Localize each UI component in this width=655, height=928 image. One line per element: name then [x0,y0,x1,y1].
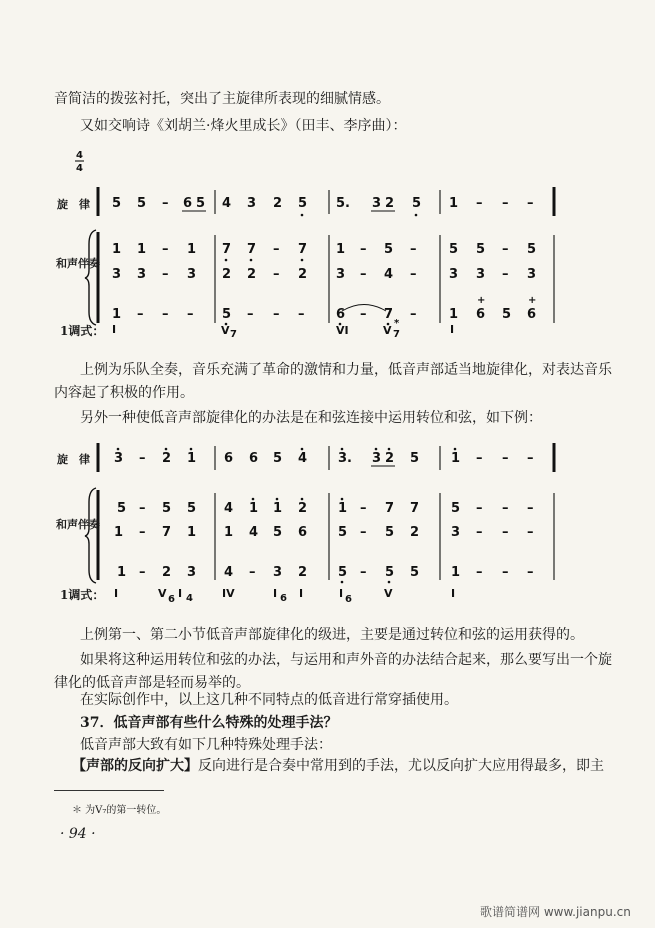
svg-text:I: I [112,323,117,336]
svg-text:3: 3 [449,267,459,282]
text-line: 内容起了积极的作用。 [54,385,194,401]
svg-text:6: 6 [527,307,537,322]
svg-text:2: 2 [298,565,308,580]
svg-text:–: – [162,267,169,282]
svg-text:5: 5 [410,565,420,580]
svg-text:–: – [476,525,483,540]
svg-text:–: – [527,196,534,211]
svg-text:7: 7 [247,242,257,257]
svg-text:5: 5 [298,196,308,211]
svg-text:6: 6 [183,196,193,211]
svg-text:–: – [162,242,169,257]
svg-text:1: 1 [249,501,259,516]
text-line: 上例第一、第二小节低音声部旋律化的级进，主要是通过转位和弦的运用获得的。 [80,627,584,643]
svg-text:1: 1 [187,451,197,466]
chord-row [114,587,455,605]
svg-text:–: – [273,267,280,282]
svg-text:5: 5 [385,565,395,580]
svg-text:6: 6 [476,307,486,322]
svg-text:1: 1 [451,565,461,580]
page-number: · 94 · [60,826,96,842]
svg-text:–: – [502,565,509,580]
svg-text:5: 5 [162,501,172,516]
svg-text:2: 2 [222,267,232,282]
svg-text:–: – [527,501,534,516]
svg-text:6: 6 [298,525,308,540]
svg-text:3: 3 [372,451,382,466]
svg-text:I: I [299,587,304,600]
svg-text:–: – [410,267,417,282]
footnote: ＊ 为V₇的第一转位。 [72,805,167,816]
melody-row [114,448,534,466]
svg-text:3: 3 [336,267,346,282]
svg-text:5: 5 [196,196,206,211]
svg-text:1: 1 [114,525,124,540]
key-label: 1调式： [60,588,105,602]
svg-text:–: – [249,565,256,580]
svg-text:–: – [502,501,509,516]
text-line: 在实际创作中，以上这几种不同特点的低音进行常穿插使用。 [80,692,458,708]
svg-text:5: 5 [476,242,486,257]
svg-text:3: 3 [187,565,197,580]
svg-text:5: 5 [117,501,127,516]
svg-text:4: 4 [224,565,234,580]
svg-text:6: 6 [224,451,234,466]
svg-text:–: – [360,242,367,257]
text-line: 又如交响诗《刘胡兰·烽火里成长》（田丰、李序曲）： [80,118,407,134]
svg-text:–: – [410,242,417,257]
svg-text:–: – [502,525,509,540]
svg-text:1: 1 [112,242,122,257]
svg-text:2: 2 [162,451,172,466]
svg-text:–: – [476,196,483,211]
harmony-mid-row [114,525,534,540]
svg-text:I: I [114,587,119,600]
svg-text:5: 5 [273,451,283,466]
svg-text:–: – [476,501,483,516]
svg-text:–: – [360,501,367,516]
svg-text:V: V [158,587,167,600]
svg-text:–: – [298,307,305,322]
svg-text:I: I [178,587,183,600]
svg-text:–: – [139,525,146,540]
melody-label: 旋 律 [57,453,90,466]
svg-text:7: 7 [410,501,420,516]
svg-text:7: 7 [222,242,232,257]
svg-text:5: 5 [502,307,512,322]
section-heading: 37．低音声部有些什么特殊的处理手法？ [80,715,338,731]
svg-text:VI: VI [336,324,349,337]
svg-text:1: 1 [117,565,127,580]
svg-text:–: – [502,196,509,211]
svg-text:2: 2 [410,525,420,540]
svg-text:4: 4 [222,196,232,211]
svg-text:I: I [273,587,278,600]
svg-text:6: 6 [249,451,259,466]
svg-text:–: – [360,565,367,580]
svg-text:7: 7 [385,501,395,516]
svg-text:3: 3 [114,451,124,466]
svg-text:5: 5 [451,501,461,516]
time-signature-bottom: 4 [76,163,83,174]
svg-text:2: 2 [385,451,395,466]
melody-label: 旋 律 [57,198,90,211]
svg-text:1: 1 [187,525,197,540]
svg-text:4: 4 [298,451,308,466]
svg-text:–: – [139,565,146,580]
harmony-label: 和声伴奏 [56,257,100,270]
svg-text:3: 3 [247,196,257,211]
text-line [72,758,604,774]
svg-text:7: 7 [162,525,172,540]
svg-text:+: + [528,295,537,306]
svg-text:–: – [139,451,146,466]
svg-text:1: 1 [451,451,461,466]
svg-text:1: 1 [112,307,122,322]
svg-text:–: – [273,242,280,257]
harmony-label: 和声伴奏 [56,518,100,531]
svg-text:5: 5 [384,242,394,257]
svg-text:5: 5 [527,242,537,257]
svg-text:–: – [162,196,169,211]
svg-text:5: 5 [410,451,420,466]
watermark: 歌谱简谱网 www.jianpu.cn [480,905,631,919]
svg-text:5: 5 [187,501,197,516]
svg-text:7: 7 [230,329,237,340]
term-text: 反向进行是合奏中常用到的手法，尤以反向扩大应用得最多，即主 [198,758,604,774]
footnote-rule [54,790,164,791]
svg-text:6: 6 [336,307,346,322]
svg-text:I: I [339,587,344,600]
svg-text:2: 2 [273,196,283,211]
svg-text:–: – [273,307,280,322]
svg-text:5: 5 [338,565,348,580]
svg-text:3: 3 [112,267,122,282]
svg-text:3.: 3. [338,451,352,466]
svg-text:6: 6 [280,593,287,604]
svg-text:1: 1 [137,242,147,257]
svg-text:–: – [527,525,534,540]
svg-text:–: – [527,565,534,580]
svg-text:–: – [502,451,509,466]
harmony-top-row [117,498,534,516]
svg-text:5.: 5. [336,196,350,211]
svg-text:2: 2 [298,267,308,282]
svg-text:IV: IV [222,587,235,600]
svg-text:–: – [139,501,146,516]
text-line: 如果将这种运用转位和弦的办法，与运用和声外音的办法结合起来，那么要写出一个旋 [80,652,612,668]
svg-text:–: – [502,267,509,282]
svg-text:–: – [476,565,483,580]
svg-text:1: 1 [449,307,459,322]
svg-text:2: 2 [247,267,257,282]
svg-text:1: 1 [338,501,348,516]
svg-text:2: 2 [298,501,308,516]
svg-text:5: 5 [449,242,459,257]
bass-row [117,565,534,583]
text-line: 上例为乐队全奏，音乐充满了革命的激情和力量，低音声部适当地旋律化，对表达音乐 [80,362,612,378]
svg-text:–: – [476,451,483,466]
svg-text:I: I [451,587,456,600]
svg-text:3: 3 [476,267,486,282]
term-label: 【声部的反向扩大】 [72,758,198,774]
svg-text:5: 5 [273,525,283,540]
svg-text:3: 3 [273,565,283,580]
svg-text:V: V [221,324,230,337]
asterisk: * [394,318,400,329]
svg-text:5: 5 [222,307,232,322]
text-line: 另外一种使低音声部旋律化的办法是在和弦连接中运用转位和弦，如下例： [80,410,542,426]
svg-text:V: V [383,324,392,337]
svg-text:3: 3 [372,196,382,211]
key-label: 1调式： [60,324,105,338]
svg-text:3: 3 [187,267,197,282]
text-line: 低音声部大致有如下几种特殊处理手法： [80,737,332,753]
svg-text:3: 3 [451,525,461,540]
svg-text:4: 4 [224,501,234,516]
svg-text:7: 7 [384,307,394,322]
svg-text:–: – [502,242,509,257]
svg-text:7: 7 [393,329,400,340]
svg-text:4: 4 [186,593,193,604]
svg-text:4: 4 [384,267,394,282]
svg-text:–: – [360,307,367,322]
svg-text:1: 1 [273,501,283,516]
svg-text:1: 1 [187,242,197,257]
svg-text:5: 5 [338,525,348,540]
svg-text:–: – [137,307,144,322]
svg-text:I: I [450,323,455,336]
svg-text:–: – [360,267,367,282]
svg-text:2: 2 [162,565,172,580]
svg-text:1: 1 [336,242,346,257]
svg-text:5: 5 [137,196,147,211]
svg-text:1: 1 [224,525,234,540]
svg-text:3: 3 [527,267,537,282]
svg-text:–: – [527,451,534,466]
text-line: 律化的低音声部是轻而易举的。 [54,675,250,691]
svg-text:+: + [477,295,486,306]
svg-text:4: 4 [249,525,259,540]
svg-text:3: 3 [137,267,147,282]
svg-text:5: 5 [412,196,422,211]
svg-text:1: 1 [449,196,459,211]
text-line: 音简洁的拨弦衬托，突出了主旋律所表现的细腻情感。 [54,91,390,107]
svg-text:5: 5 [112,196,122,211]
svg-text:V: V [384,587,393,600]
time-signature-top: 4 [76,150,83,161]
svg-text:–: – [360,525,367,540]
svg-text:6: 6 [345,594,352,605]
svg-text:6: 6 [168,594,175,605]
svg-text:–: – [247,307,254,322]
svg-text:–: – [187,307,194,322]
svg-text:7: 7 [298,242,308,257]
svg-text:–: – [162,307,169,322]
svg-text:5: 5 [385,525,395,540]
svg-text:2: 2 [385,196,395,211]
svg-text:–: – [410,307,417,322]
